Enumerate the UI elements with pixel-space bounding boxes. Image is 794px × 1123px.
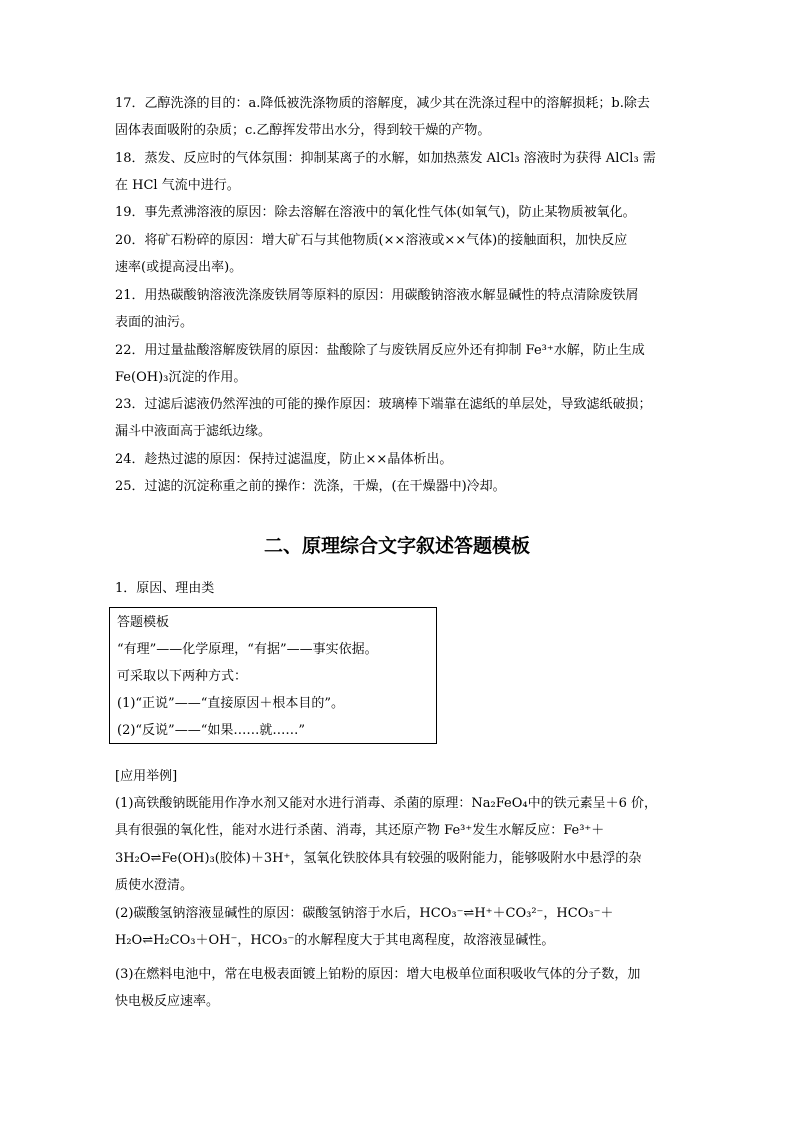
list-line: Fe(OH)₃沉淀的作用。 [115, 370, 247, 385]
example-line: 3H₂O⇌Fe(OH)₃(胶体)＋3H⁺，氢氧化铁胶体具有较强的吸附能力，能够吸附水中悬浮的杂 [115, 851, 642, 866]
list-line: 22．用过量盐酸溶解废铁屑的原因：盐酸除了与废铁屑反应外还有抑制 Fe³⁺水解，防止生成 [115, 343, 645, 358]
example-line: 快电极反应速率。 [115, 994, 220, 1009]
example-line: 具有很强的氧化性，能对水进行杀菌、消毒，其还原产物 Fe³⁺发生水解反应：Fe³⁺＋ [115, 823, 605, 838]
template-box-line: (2)“反说”——“如果……就……” [117, 723, 305, 738]
template-box [109, 607, 437, 744]
list-line: 23．过滤后滤液仍然浑浊的可能的操作原因：玻璃棒下端靠在滤纸的单层处，导致滤纸破损； [115, 397, 652, 412]
list-line: 25．过滤的沉淀称重之前的操作：洗涤，干燥，(在干燥器中)冷却。 [115, 479, 506, 494]
subsection-title: 1．原因、理由类 [115, 581, 215, 596]
example-line: (2)碳酸氢钠溶液显碱性的原因：碳酸氢钠溶于水后，HCO₃⁻⇌H⁺＋CO₃²⁻，HCO₃⁻＋ [115, 906, 614, 921]
example-line: (1)高铁酸钠既能用作净水剂又能对水进行消毒、杀菌的原理：Na₂FeO₄中的铁元素呈＋6 价， [115, 796, 658, 811]
list-line: 21．用热碳酸钠溶液洗涤废铁屑等原料的原因：用碳酸钠溶液水解显碱性的特点清除废铁屑 [115, 288, 639, 303]
list-line: 17．乙醇洗涤的目的：a.降低被洗涤物质的溶解度，减少其在洗涤过程中的溶解损耗；b.除去 [115, 96, 650, 111]
section-heading: 二、原理综合文字叙述答题模板 [263, 535, 530, 557]
template-box-line: “有理”——化学原理，“有据”——事实依据。 [117, 642, 378, 657]
list-line: 固体表面吸附的杂质；c.乙醇挥发带出水分，得到较干燥的产物。 [115, 123, 491, 138]
list-line: 24．趁热过滤的原因：保持过滤温度，防止××晶体析出。 [115, 452, 453, 467]
template-box-line: 可采取以下两种方式： [117, 669, 248, 684]
example-line: H₂O⇌H₂CO₃＋OH⁻，HCO₃⁻的水解程度大于其电离程度，故溶液显碱性。 [115, 933, 555, 948]
examples-title: [应用举例] [115, 769, 178, 784]
list-line: 18．蒸发、反应时的气体氛围：抑制某离子的水解，如加热蒸发 AlCl₃ 溶液时为获得 AlCl₃ 需 [115, 151, 656, 166]
template-box-title: 答题模板 [117, 615, 170, 630]
list-line: 速率(或提高浸出率)。 [115, 260, 243, 275]
list-line: 漏斗中液面高于滤纸边缘。 [115, 424, 272, 439]
example-line: 质使水澄清。 [115, 878, 194, 893]
list-line: 在 HCl 气流中进行。 [115, 178, 240, 193]
example-line: (3)在燃料电池中，常在电极表面镀上铂粉的原因：增大电极单位面积吸收气体的分子数，加 [115, 967, 641, 982]
template-box-line: (1)“正说”——“直接原因＋根本目的”。 [117, 696, 344, 711]
list-line: 20．将矿石粉碎的原因：增大矿石与其他物质(××溶液或××气体)的接触面积，加快反应 [115, 233, 628, 248]
list-line: 表面的油污。 [115, 315, 194, 330]
list-line: 19．事先煮沸溶液的原因：除去溶解在溶液中的氧化性气体(如氧气)，防止某物质被氧化。 [115, 205, 636, 220]
